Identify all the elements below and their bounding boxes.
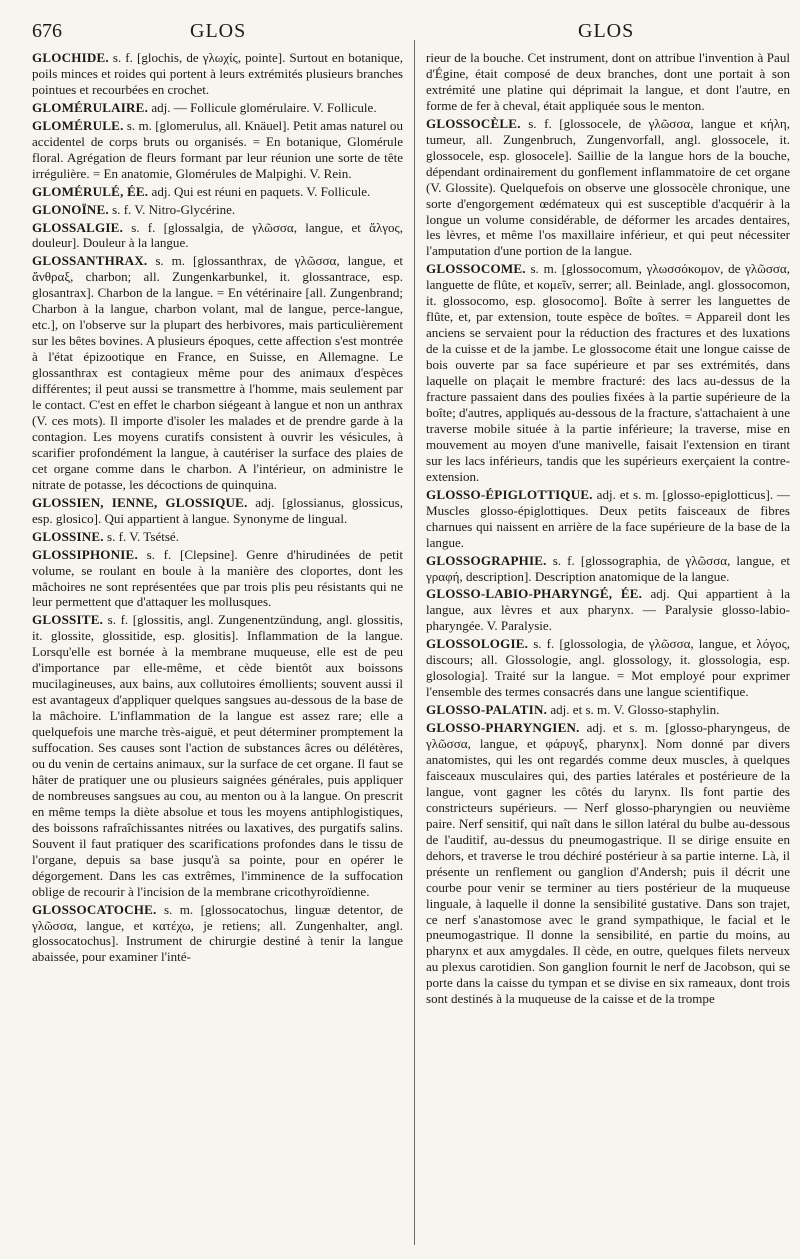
dictionary-entry [32, 902, 403, 966]
entry-headword: GLOCHIDE. [32, 50, 109, 65]
entry-headword: GLOSSOCOME. [426, 261, 526, 277]
dictionary-entry [32, 612, 403, 899]
entry-definition: s. f. V. Tsétsé. [107, 528, 179, 544]
entry-definition: s. f. [glossologia, de γλῶσσα, langue, et λόγος, discours; all. Glossologie, angl. glossology, it. glossologia, esp. glosologia]. Traité sur la langue. = Mot employé pour exprimer l'ensemble des termes consacrés dans une langue scientifique. [426, 636, 790, 700]
dictionary-entry [32, 50, 403, 98]
right-column [426, 50, 790, 1250]
entry-definition: s. m. [glomerulus, all. Knäuel]. Petit amas naturel ou accidentel de corps bruts ou organisés. = En botanique, Glomérule floral. Agrégation de fleurs formant par leur réunion une sorte de tête irrégulière. = En anatomie, Glomérules de Malpighi. V. Rein. [32, 117, 403, 181]
dictionary-entry [426, 261, 790, 484]
left-column [32, 50, 403, 1250]
dictionary-entry [426, 636, 790, 700]
entry-definition: s. f. [glossitis, angl. Zungenentzündung, angl. glossitis, it. glossite, glossitide, esp. glositis]. Inflammation de la langue. Lorsqu'elle est bornée à la membrane muqueuse, elle est de peu d'importance par elle-même, et cède bientôt aux boissons mucilagineuses, aux bains, aux collutoires émollients; souvent aussi il est avantageux d'appliquer quelques sangsues au-dessous de la base de la mâchoire. L'inflammation de la langue est assez rare; elle a quelquefois une marche très-aiguë, et peut déterminer promptement la suffocation. Ses causes sont l'action de substances âcres ou délétères, ou du venin de certains animaux, sur la surface de cet organe. Il faut se hâter de pratiquer une ou plusieurs saignées générales, puis appliquer de nombreuses sangsues au cou, au menton ou à la langue. On prescrit en même temps la diète absolue et tous les moyens antiphlogistiques, des boissons rafraîchissantes nitrées ou laxatives, des purgatifs salins. Souvent il faut pratiquer des scarifications profondes dans le tissu de l'organe, depuis sa base jusqu'à sa pointe, pour en opérer le dégorgement. Dans les cas extrêmes, l'imminence de la suffocation oblige de recourir à l'incision de la membrane cricothyroïdienne. [32, 612, 403, 899]
entry-headword: GLOSSOLOGIE. [426, 636, 529, 652]
entry-definition: adj. [glossianus, glossicus, esp. glosico]. Qui appartient à langue. Synonyme de lingual. [32, 494, 403, 526]
entry-headword: GLOSSO-PHARYNGIEN. [426, 720, 580, 736]
dictionary-entry [32, 202, 403, 218]
page-number: 676 [32, 20, 62, 42]
entry-headword: GLONOÏNE. [32, 201, 109, 217]
dictionary-entry [32, 495, 403, 527]
entry-definition: s. f. [glossocele, de γλῶσσα, langue et κήλη, tumeur, all. Zungenbruch, Zungenvorfall, angl. glossocele, it. glossocele, esp. glosocele]. Saillie de la langue hors de la bouche, dépendant ordinairement du gonflement inflammatoire de cet organe (V. Glossite). Quelquefois on observe une glossocèle chronique, une sorte d'engorgement œdémateux qui est susceptible d'acquérir à la longue un volume considérable, de déformer les arcades dentaires, les lèvres, et même l'os maxillaire inférieur, et qui peut nécessiter l'amputation d'une portion de la langue. [426, 115, 790, 259]
entry-definition: adj. et s. m. [glosso-epiglotticus]. — Muscles glosso-épiglottiques. Deux petits faisceaux de fibres charnues qui naissent en arrière de la face supérieure de la base de la langue. [426, 486, 790, 550]
entry-headword: GLOMÉRULAIRE. [32, 99, 149, 115]
entry-headword: GLOSSINE. [32, 528, 104, 544]
dictionary-entry [32, 118, 403, 182]
entry-definition: adj. Qui appartient à la langue, aux lèvres et aux pharynx. — Paralysie glosso-labio-pharyngée. V. Paralysie. [426, 586, 790, 634]
entry-headword: GLOSSITE. [32, 612, 104, 628]
entry-headword: GLOMÉRULÉ, ÉE. [32, 183, 149, 199]
entry-headword: GLOSSO-LABIO-PHARYNGÉ, ÉE. [426, 586, 643, 602]
dictionary-entry [32, 184, 403, 200]
entry-definition: s. m. [glossocatochus, linguæ detentor, de γλῶσσα, langue, et κατέχω, je retiens; all. Zungenhalter, angl. glossocatochus]. Instrument de chirurgie destiné à tenir la langue abaissée, pour examiner l'inté- [32, 901, 403, 965]
dictionary-entry [426, 720, 790, 1007]
entry-definition: adj. — Follicule glomérulaire. V. Follicule. [151, 99, 377, 115]
entry-headword: GLOSSO-ÉPIGLOTTIQUE. [426, 486, 593, 502]
entry-headword: GLOSSO-PALATIN. [426, 702, 548, 718]
dictionary-entry [32, 220, 403, 252]
entry-definition: s. f. [Clepsine]. Genre d'hirudinées de petit volume, se roulant en boule à la manière des cloportes, dont les mâchoires ne sont représentées que par trois plis peu résistants qui ne leur permettent que d'attaquer les mollusques. [32, 546, 403, 610]
entry-headword: GLOMÉRULE. [32, 117, 124, 133]
entry-definition: s. f. [glossographia, de γλῶσσα, langue, et γραφή, description]. Description anatomique de la langue. [426, 552, 790, 584]
dictionary-entry [426, 487, 790, 551]
entry-headword: GLOSSIEN, IENNE, GLOSSIQUE. [32, 494, 248, 510]
column-divider [414, 40, 415, 1245]
dictionary-entry [426, 586, 790, 634]
dictionary-entry [426, 116, 790, 260]
dictionary-entry [32, 100, 403, 116]
entry-headword: GLOSSOCATOCHE. [32, 901, 157, 917]
dictionary-entry [32, 253, 403, 492]
dictionary-entry [426, 702, 790, 718]
dictionary-entry [32, 547, 403, 611]
right-guide-word: GLOS [578, 20, 635, 42]
entry-definition: rieur de la bouche. Cet instrument, dont on attribue l'invention à Paul d'Égine, était composé de deux branches, dont une portait à son extrémité une platine qui déprimait la langue, et dont l'autre, en forme de fer à cheval, était appliquée sous le menton. [426, 50, 790, 113]
page-header [0, 18, 800, 54]
entry-definition: s. f. [glossalgia, de γλῶσσα, langue, et ἄλγος, douleur]. Douleur à la langue. [32, 219, 403, 251]
entry-definition: s. f. V. Nitro-Glycérine. [112, 201, 236, 217]
entry-definition: s. m. [glossanthrax, de γλῶσσα, langue, et ἄνθραξ, charbon; all. Zungenkarbunkel, it. glossantrace, esp. glosantrax]. Charbon de la langue. = En vétérinaire [all. Zungenbrand; Charbon à la langue, charbon volant, mal de langue, perce-langue, etc.], on l'observe sur la plupart des herbivores, mais particulièrement sur les bêtes bovines. A plusieurs époques, cette affection s'est montrée à l'état épizootique en France, en Suisse, en Allemagne. Le glossanthrax est contagieux même pour des animaux d'espèces différentes; il peut aussi se transmettre à l'homme, mais seulement par le contact. C'est en effet le charbon siégeant à langue et non un anthrax (V. ces mots). Il importe d'isoler les malades et de prendre garde à la contagion. Les moyens curatifs consistent à ouvrir les vésicules, à scarifier profondément la langue, à cautériser la surface des plaies de cet organe comme dans le charbon. A l'intérieur, on administre le nitrate de potasse, les décoctions de quinquina. [32, 253, 403, 492]
entry-definition: s. m. [glossocomum, γλωσσόκομον, de γλῶσσα, languette de flûte, et κομεῖν, serrer; all. Beinlade, angl. glossocomon, it. glossocomo, esp. glosocomo]. Boîte à serrer les languettes de flûte, et, par extension, toute espèce de boîtes. = Appareil dont les anciens se servaient pour la réduction des fractures et des luxations de la cuisse et de la jambe. Le glossocome était une longue caisse de bois ouverte par sa face supérieure et par ses extrémités, dans laquelle on plaçait le membre fracturé: des lacs au-dessus de la fracture passaient dans des poulies fixées à la partie supérieure de la boîte; d'autres, appliqués au-dessous de la fracture, s'attachaient à une traverse mobile située à la partie inférieure; la traverse, mise en mouvement au moyen d'une manivelle, faisait l'extension en tirant sur les lacs inférieurs, tandis que les supérieurs exerçaient la contre-extension. [426, 261, 790, 484]
dictionary-entry [32, 529, 403, 545]
entry-headword: GLOSSIPHONIE. [32, 546, 138, 562]
entry-definition: adj. et s. m. [glosso-pharyngeus, de γλῶσσα, langue, et φάρυγξ, pharynx]. Nom donné par divers anatomistes, qui les ont regardés comme deux muscles, à quelques faisceaux musculaires qui, des parties latérales et postérieure de la langue, vont gagner les côtés du larynx. Ils font partie des constricteurs supérieurs. — Nerf glosso-pharyngien ou neuvième paire. Nerf sensitif, qui naît dans le sillon latéral du bulbe au-dessous de l'auditif, au-dessus du pneumogastrique. Il se dirige ensuite en dehors, et traverse le trou déchiré postérieur à sa partie interne. Là, il présente un renflement ou ganglion d'Andersh; puis il décrit une courbe pour venir se terminer au tiers postérieur de la muqueuse linguale, à laquelle il donne la sensibilité gustative. Dans son trajet, ce nerf s'anastomose avec le grand sympathique, le facial et le pneumogastrique. Il donne la sensibilité, en partie du moins, au pharynx et aux amygdales. Il cède, en outre, quelques filets nerveux au plexus carotidien. Son ganglion fournit le nerf de Jacobson, qui se porte dans la caisse du tympan et se divise en six rameaux, dont trois sont destinés à la muqueuse de la caisse et de la trompe [426, 720, 790, 1007]
entry-headword: GLOSSALGIE. [32, 219, 124, 235]
dictionary-entry [426, 50, 790, 114]
entry-definition: adj. Qui est réuni en paquets. V. Follicule. [151, 183, 371, 199]
entry-headword: GLOSSOCÈLE. [426, 115, 521, 131]
entry-headword: GLOSSOGRAPHIE. [426, 552, 547, 568]
left-guide-word: GLOS [190, 20, 247, 42]
entry-headword: GLOSSANTHRAX. [32, 253, 148, 269]
entry-definition: adj. et s. m. V. Glosso-staphylin. [550, 702, 720, 718]
dictionary-entry [426, 553, 790, 585]
entry-definition: s. f. [glochis, de γλωχίς, pointe]. Surtout en botanique, poils minces et roides qui portent à leurs extrémités plusieurs branches pointues et recourbées en crochet. [32, 50, 403, 97]
